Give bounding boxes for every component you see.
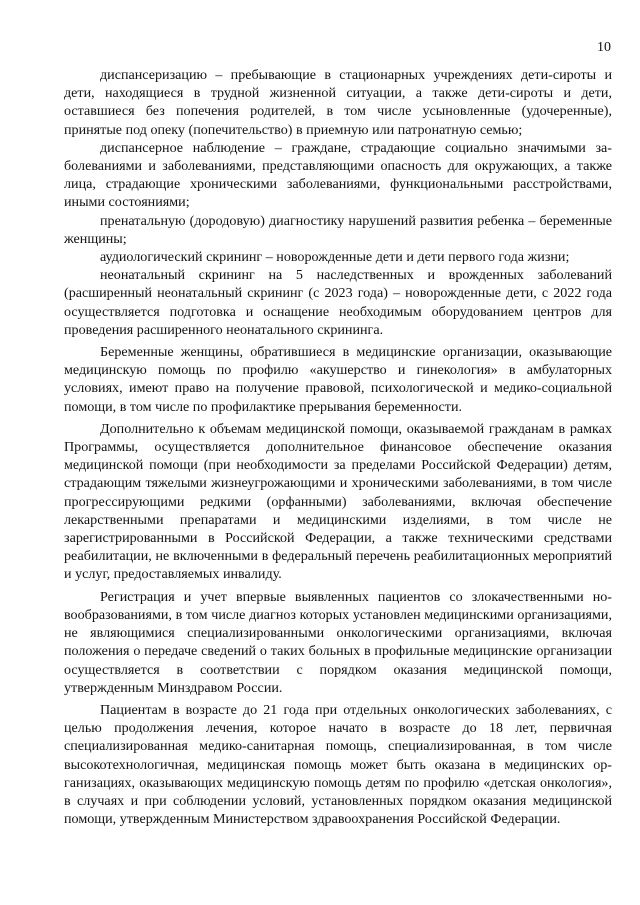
paragraph-dispanserizatsiya: диспансеризацию – пребывающие в стационарных учреждениях дети-сироты и дети, находящиеся в трудной жизненной ситуации, а также дети-сироты и дети, оставшиеся без попечения родителей, в том числе усыновленные (удочеренные), принятые под опеку (попечительство) в приемную или патронатную семью; bbox=[64, 67, 612, 138]
paragraph-beremennye-zhenshchiny: Беременные женщины, обратившиеся в медицинские организации, оказывающие медицинскую помощь по профилю «акушерство и гинекология» в амбулаторных условиях, имеют право на получение правовой, психологической и медико-социальной помощи, в том числе по профилактике прерывания беременности. bbox=[64, 344, 612, 415]
paragraph-dispansernoe-nablyudenie: диспансерное наблюдение – граждане, страдающие социально значимыми заболеваниями и заболеваниями, представляющими опасность для окружающих, а также лица, страдающие хроническими заболеваниями, функциональными расстройствами, иными состояниями; bbox=[64, 139, 612, 211]
paragraph-patsienty-do-21-goda: Пациентам в возрасте до 21 года при отдельных онкологических заболеваниях, с целью продолжения лечения, которое начато в возрасте до 18 лет, первичная специализированная медико-санитарная помощь, специализированная, в том числе высокотехнологичная, медицинская помощь может быть оказана в медицинских организациях, оказывающих медицинскую помощь детям по профилю «детская онкология», в случаях и при соблюдении условий, установленных порядком оказания медицинской помощи, утвержденным Министерством здравоохранения Российской Федерации. bbox=[64, 701, 612, 828]
paragraph-neonatalnyy-skrining: неонатальный скрининг на 5 наследственных и врожденных заболеваний (расширенный неонатальный скрининг (с 2023 года) – новорожденные дети, с 2022 года осуществляется подготовка и оснащение необходимым оборудованием центров для проведения расширенного неонатального скрининга. bbox=[64, 267, 612, 338]
page-number: 10 bbox=[597, 40, 611, 55]
paragraph-registratsiya-onkologii: Регистрация и учет впервые выявленных пациентов со злокачественными новообразованиями, в том числе диагноз которых установлен медицинскими организациями, не являющимися специализированными онкологическими организациями, включая положения о передаче сведений о таких больных в профильные медицинские организации осуществляется в соответствии с порядком оказания медицинской помощи, утвержденным Минздравом России. bbox=[64, 588, 612, 696]
paragraph-audiologicheskiy-skrining: аудиологический скрининг – новорожденные дети и дети первого года жизни; bbox=[100, 249, 570, 266]
paragraph-prenatalnaya-diagnostika: пренатальную (дородовую) диагностику нарушений развития ребенка – беременные женщины; bbox=[64, 212, 612, 247]
paragraph-dopolnitelnoe-finansirovanie: Дополнительно к объемам медицинской помощи, оказываемой гражданам в рамках Программы, осуществляется дополнительное финансовое обеспечение оказания медицинской помощи (при необходимости за пределами Российской Федерации) детям, страдающим тяжелыми жизнеугрожающими и хроническими заболеваниями, в том числе прогрессирующими редкими (орфанными) заболеваниями, включая обеспечение лекарственными препаратами и медицинскими изделиями, в том числе не зарегистрированными в Российской Федерации, а также техническими средствами реабилитации, не включенными в федеральный перечень реабилитационных мероприятий и услуг, предоставляемых инвалиду. bbox=[64, 420, 612, 583]
document-body bbox=[64, 66, 612, 828]
